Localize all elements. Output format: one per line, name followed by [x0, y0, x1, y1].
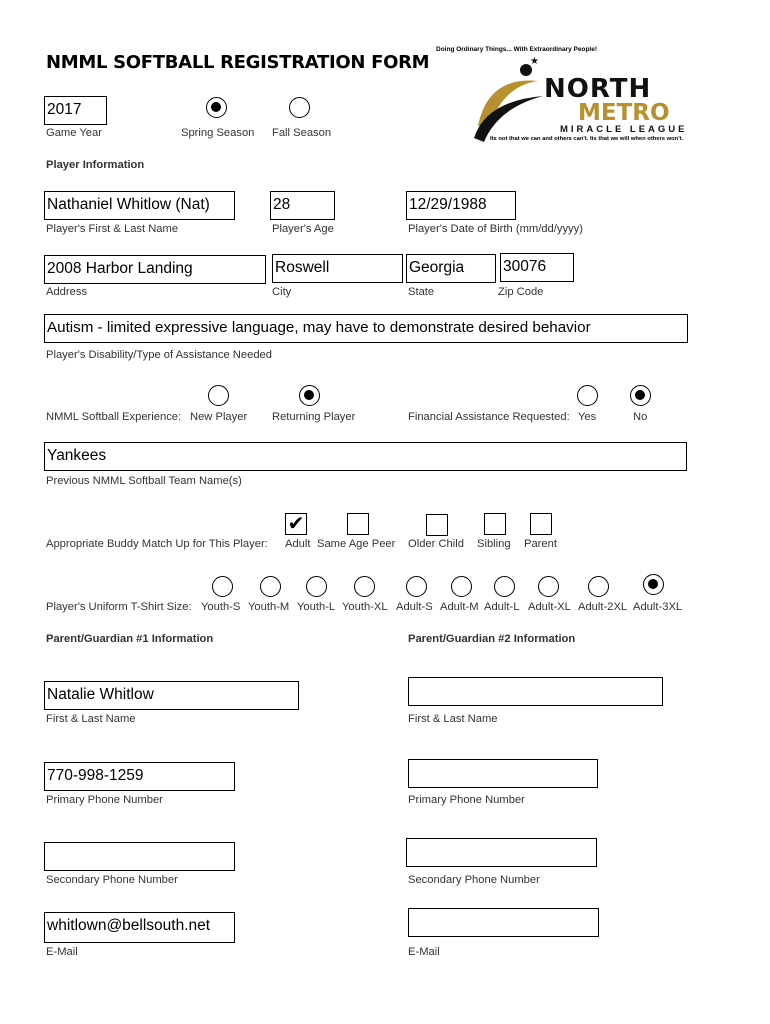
- form-title: NMML SOFTBALL REGISTRATION FORM: [46, 52, 430, 73]
- guardian1-email-field[interactable]: whitlown@bellsouth.net: [44, 912, 235, 943]
- guardian2-secondary-phone-field[interactable]: [406, 838, 597, 867]
- financial-yes-label: Yes: [578, 411, 597, 423]
- returning-player-radio[interactable]: [299, 385, 320, 406]
- logo-graphic: [468, 56, 548, 146]
- guardian2-name-field[interactable]: [408, 677, 663, 706]
- guardian2-primary-phone-label: Primary Phone Number: [408, 794, 525, 806]
- tshirt-adult-2xl-radio[interactable]: [588, 576, 609, 597]
- tshirt-label: Player's Uniform T-Shirt Size:: [46, 601, 192, 613]
- buddy-option-peer: Same Age Peer: [317, 538, 396, 550]
- zip-field[interactable]: 30076: [500, 253, 574, 282]
- guardian1-primary-phone-label: Primary Phone Number: [46, 794, 163, 806]
- state-field[interactable]: Georgia: [406, 254, 496, 283]
- guardian2-name-label: First & Last Name: [408, 713, 498, 725]
- guardian1-email-label: E-Mail: [46, 946, 78, 958]
- fall-season-radio[interactable]: [289, 97, 310, 118]
- address-field[interactable]: 2008 Harbor Landing: [44, 255, 266, 284]
- tshirt-youth-s-radio[interactable]: [212, 576, 233, 597]
- guardian2-secondary-phone-label: Secondary Phone Number: [408, 874, 540, 886]
- tshirt-size-adult-3xl: Adult-3XL: [633, 601, 683, 613]
- buddy-option-older-child: Older Child: [408, 538, 464, 550]
- tshirt-size-youth-xl: Youth-XL: [342, 601, 388, 613]
- tshirt-size-adult-l: Adult-L: [484, 601, 520, 613]
- player-dob-label: Player's Date of Birth (mm/dd/yyyy): [408, 223, 583, 235]
- tshirt-adult-xl-radio[interactable]: [538, 576, 559, 597]
- tshirt-youth-xl-radio[interactable]: [354, 576, 375, 597]
- guardian1-name-field[interactable]: Natalie Whitlow: [44, 681, 299, 710]
- buddy-option-sibling: Sibling: [477, 538, 511, 550]
- disability-label: Player's Disability/Type of Assistance Needed: [46, 349, 272, 361]
- player-age-label: Player's Age: [272, 223, 334, 235]
- buddy-sibling-checkbox[interactable]: [484, 513, 506, 535]
- tshirt-size-youth-s: Youth-S: [201, 601, 241, 613]
- buddy-older-child-checkbox[interactable]: [426, 514, 448, 536]
- league-logo: [432, 44, 692, 148]
- city-label: City: [272, 286, 292, 298]
- buddy-option-parent: Parent: [524, 538, 557, 550]
- buddy-label: Appropriate Buddy Match Up for This Player:: [46, 538, 268, 550]
- city-field[interactable]: Roswell: [272, 254, 403, 283]
- svg-text:★: ★: [530, 56, 539, 67]
- tshirt-size-adult-m: Adult-M: [440, 601, 479, 613]
- returning-player-label: Returning Player: [272, 411, 356, 423]
- tshirt-size-adult-s: Adult-S: [396, 601, 433, 613]
- experience-label: NMML Softball Experience:: [46, 411, 182, 423]
- buddy-parent-checkbox[interactable]: [530, 513, 552, 535]
- guardian2-primary-phone-field[interactable]: [408, 759, 598, 788]
- tshirt-size-adult-2xl: Adult-2XL: [578, 601, 628, 613]
- guardian1-secondary-phone-field[interactable]: [44, 842, 235, 871]
- game-year-label: Game Year: [46, 127, 102, 139]
- spring-season-radio[interactable]: [206, 97, 227, 118]
- guardian1-heading: Parent/Guardian #1 Information: [46, 633, 214, 645]
- team-names-field[interactable]: Yankees: [44, 442, 687, 471]
- new-player-label: New Player: [190, 411, 248, 423]
- tshirt-size-youth-m: Youth-M: [248, 601, 290, 613]
- game-year-field[interactable]: 2017: [44, 96, 107, 125]
- tshirt-adult-s-radio[interactable]: [406, 576, 427, 597]
- financial-no-radio[interactable]: [630, 385, 651, 406]
- logo-line-miracle: MIRACLE LEAGUE: [560, 124, 688, 135]
- tshirt-youth-m-radio[interactable]: [260, 576, 281, 597]
- logo-line-north: NORTH: [544, 74, 652, 104]
- tshirt-size-adult-xl: Adult-XL: [528, 601, 571, 613]
- buddy-peer-checkbox[interactable]: [347, 513, 369, 535]
- tshirt-youth-l-radio[interactable]: [306, 576, 327, 597]
- financial-yes-radio[interactable]: [577, 385, 598, 406]
- guardian1-secondary-phone-label: Secondary Phone Number: [46, 874, 178, 886]
- guardian2-email-label: E-Mail: [408, 946, 440, 958]
- state-label: State: [408, 286, 435, 298]
- financial-no-label: No: [633, 411, 648, 423]
- team-names-label: Previous NMML Softball Team Name(s): [46, 475, 242, 487]
- logo-tagline: Doing Ordinary Things... With Extraordinary People!: [436, 46, 598, 53]
- financial-label: Financial Assistance Requested:: [408, 411, 570, 423]
- tshirt-adult-3xl-radio[interactable]: [643, 574, 664, 595]
- guardian1-name-label: First & Last Name: [46, 713, 136, 725]
- player-name-label: Player's First & Last Name: [46, 223, 179, 235]
- fall-season-label: Fall Season: [272, 127, 332, 139]
- player-info-heading: Player Information: [46, 159, 145, 171]
- guardian2-email-field[interactable]: [408, 908, 599, 937]
- tshirt-size-youth-l: Youth-L: [297, 601, 336, 613]
- buddy-option-adult: Adult: [285, 538, 311, 550]
- buddy-adult-checkbox[interactable]: ✔: [285, 513, 307, 535]
- logo-motto: Its not that we can and others can't. Its that we will when others won't.: [490, 136, 684, 142]
- zip-label: Zip Code: [498, 286, 544, 298]
- logo-line-metro: METRO: [578, 100, 670, 126]
- new-player-radio[interactable]: [208, 385, 229, 406]
- player-dob-field[interactable]: 12/29/1988: [406, 191, 516, 220]
- tshirt-adult-l-radio[interactable]: [494, 576, 515, 597]
- address-label: Address: [46, 286, 88, 298]
- spring-season-label: Spring Season: [181, 127, 255, 139]
- player-name-field[interactable]: Nathaniel Whitlow (Nat): [44, 191, 235, 220]
- disability-field[interactable]: Autism - limited expressive language, may have to demonstrate desired behavior: [44, 314, 688, 343]
- guardian2-heading: Parent/Guardian #2 Information: [408, 633, 576, 645]
- guardian1-primary-phone-field[interactable]: 770-998-1259: [44, 762, 235, 791]
- tshirt-adult-m-radio[interactable]: [451, 576, 472, 597]
- player-age-field[interactable]: 28: [270, 191, 335, 220]
